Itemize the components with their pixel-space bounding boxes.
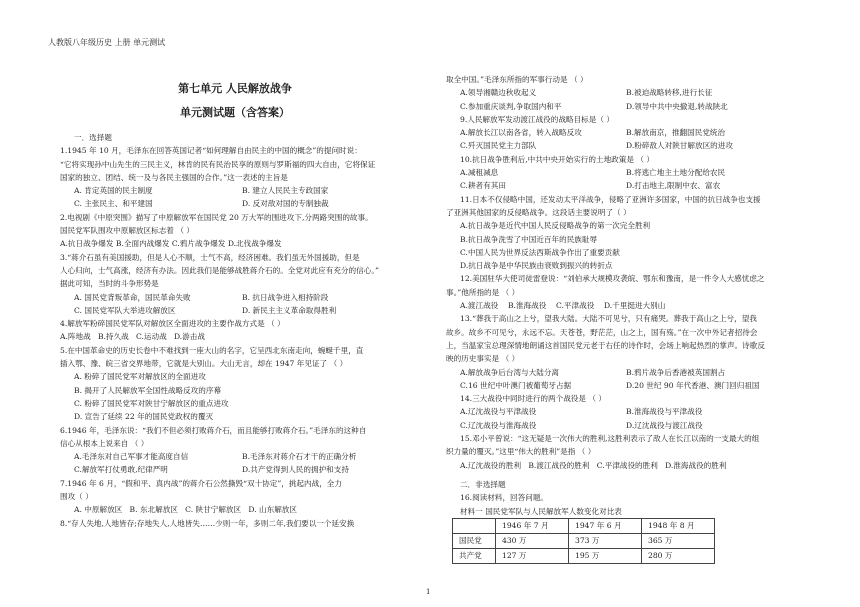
table-header-cell xyxy=(453,518,496,533)
option-a: A.减租减息 xyxy=(460,168,499,178)
option-a: A.辽沈战役与平津战役 xyxy=(460,407,537,417)
q9-line: 9.人民解放军发动渡江战役的战略目标是（ ） xyxy=(460,114,614,124)
question-3 xyxy=(60,251,410,317)
unit-title: 第七单元 人民解放战争 xyxy=(178,82,292,95)
option-b: B.抗日战争洗雪了中国近百年的民族耻辱 xyxy=(460,234,598,244)
option-a: A. 粉碎了国民党军对解放区的全面进攻 xyxy=(74,372,206,382)
q3-line: 3.“蒋介石虽有美国援助，但是人心不顺，士气不高，经济困难。我们虽无外国援助，但是 xyxy=(60,252,360,262)
table-cell: 430 万 xyxy=(496,533,569,548)
table-cell: 共产党 xyxy=(453,548,496,563)
option-c: C. 主张民主、和平建国 xyxy=(74,199,153,209)
q12-line: 事。”他所指的是 （ ） xyxy=(446,287,520,297)
option-d: D.共产党得到人民的拥护和支持 xyxy=(242,465,349,475)
q3-line: 据此可知，当时的斗争形势是 xyxy=(60,279,159,289)
question-5 xyxy=(60,344,410,424)
table-header-row xyxy=(453,518,715,533)
table-header-cell: 1947 年 6 月 xyxy=(569,518,642,533)
option-a: A.解放战争后台湾与大陆分离 xyxy=(460,367,560,377)
option-b: B.解放南京，推翻国民党统治 xyxy=(626,128,726,138)
q12-line: 12.美国驻华大使司徒雷登说：“刘伯承大规模攻袭皖、鄂东和豫南，是一件令人大感忧虑之 xyxy=(460,274,765,284)
q8-line: 8.“存人失地,人地皆存;存地失人,人地皆失……少则一年，多则二年,我们要以一个延安换 xyxy=(60,518,355,528)
q14-line: 14.三大战役中同时进行的两个战役是 （ ） xyxy=(460,394,606,404)
question-8-cont xyxy=(446,73,792,113)
q11-line: 了亚洲其他国家的反侵略战争。这段话主要说明了（ ） xyxy=(446,207,631,217)
option-c: C. 国民党军队大举进攻解放区 xyxy=(74,305,176,315)
section-heading-non-choice: 二．非选择题 xyxy=(460,479,506,489)
q6-line: 6.1946 年，毛泽东说：“我们不但必须打败蒋介石，而且能够打败蒋介石。”毛泽东的这种自 xyxy=(60,425,367,435)
table-header-cell: 1946 年 7 月 xyxy=(496,518,569,533)
q2-line: 国民党军队围攻中原解放区标志着 （ ） xyxy=(60,226,194,236)
table-cell: 127 万 xyxy=(496,548,569,563)
option-a: A.抗日战争是近代中国人民反侵略战争的第一次完全胜利 xyxy=(460,221,651,231)
question-6 xyxy=(60,424,410,477)
option-c: C. 粉碎了国民党军对陕甘宁解放区的重点进攻 xyxy=(74,398,229,408)
option-d: D.游击战 xyxy=(173,332,205,342)
option-c: C. 陕甘宁解放区 xyxy=(185,505,242,515)
q7-line: 7.1946 年 6 月，“假和平、真内战”的蒋介石公然撕毁“双十协定”，挑起内战，全力 xyxy=(60,478,342,488)
q16-material: 材料一 国民党军队与人民解放军人数变化对比表 xyxy=(460,506,622,516)
section-heading-choice: 一．选择题 xyxy=(74,133,112,142)
option-b: B.毛泽东对蒋介石才干的正确分析 xyxy=(242,452,357,462)
option-d: D.打击地主,限制中农、富农 xyxy=(626,181,721,191)
left-column xyxy=(60,73,410,530)
table-cell: 国民党 xyxy=(453,533,496,548)
option-a: A. 中原解放区 xyxy=(74,505,123,515)
table-cell: 365 万 xyxy=(642,533,715,548)
question-2 xyxy=(60,211,410,251)
option-c: C.歼灭国民党主力部队 xyxy=(460,141,537,151)
right-column xyxy=(446,73,792,564)
q6-line: 信心从根本上说来自 （ ） xyxy=(60,438,149,448)
option-d: D.领导中共中央撤退,转战陕北 xyxy=(626,101,728,111)
option-c: C.中国人民为世界反法西斯战争作出了重要贡献 xyxy=(460,247,620,257)
option-b: B.被迫战略转移,进行长征 xyxy=(626,88,713,98)
option-a: A. 国民党背叛革命，国民革命失败 xyxy=(74,292,191,302)
question-10 xyxy=(446,153,792,193)
q15-line: 织力量的覆灭。”这里“伟大的胜利”是指 （ ） xyxy=(446,447,596,457)
q11-line: 11.日本不仅侵略中国，还发动太平洋战争，侵略了亚洲许多国家，中国的抗日战争也支援 xyxy=(460,194,761,204)
question-14 xyxy=(446,392,792,432)
q3-line: 人心归向，士气高涨，经济有办法。因此我们是能够战胜蒋介石的。全党对此应有充分的信心。” xyxy=(60,265,380,275)
q2-line: 2.电视剧《中原突围》描写了中原解放军在国民党 20 万大军的围进攻下,分两路突围的故事。 xyxy=(60,212,373,222)
q15-line: 15.邓小平曾说：“这无疑是一次伟大的胜利,这胜利表示了敌人在长江以南的一支最大的组 xyxy=(460,434,760,444)
option-b: B.持久战 xyxy=(97,332,129,342)
question-7 xyxy=(60,477,410,517)
option-b: B.将逃亡地主土地分配给农民 xyxy=(626,168,726,178)
question-12 xyxy=(446,272,792,312)
option-d: D. 山东解放区 xyxy=(248,505,297,515)
option-b: B. 东北解放区 xyxy=(129,505,178,515)
question-13 xyxy=(446,312,792,392)
option-b: B.淮海战役与平津战役 xyxy=(626,407,703,417)
q8-line: 取全中国。”毛泽东所指的军事行动是 （ ） xyxy=(446,75,588,84)
question-9 xyxy=(446,113,792,153)
question-4 xyxy=(60,317,410,344)
question-1 xyxy=(60,144,410,210)
table-row xyxy=(453,548,715,563)
option-a: A. 肯定英国的民主制度 xyxy=(74,186,153,196)
q13-line: 故乡。故乡不可见兮，永远不忘。天苍苍，野茫茫，山之上，国有殇。”在一次中外记者招待会 xyxy=(446,327,758,337)
option-a: A.辽沈战役的胜利 xyxy=(460,460,522,470)
option-d: D.20 世纪 90 年代香港、澳门回归祖国 xyxy=(626,380,760,390)
option-a: A.解放长江以南各省，转入战略反攻 xyxy=(460,128,582,138)
option-c: C.平津战役的胜利 xyxy=(596,460,658,470)
option-b: B. 揭开了人民解放军全国性战略反攻的序幕 xyxy=(74,385,222,395)
option-d: D.辽沈战役与渡江战役 xyxy=(626,420,703,430)
option-d: D.抗日战争是中华民族由衰败到振兴的转折点 xyxy=(460,261,613,271)
q16-intro: 16.阅读材料，回答问题。 xyxy=(460,493,549,503)
q5-line: 插入鄂、豫、皖三省交界地带，它就是大别山。大山无言，却在 1947 年见证了 （ ） xyxy=(60,359,348,369)
option-c: C.辽沈战役与淮海战役 xyxy=(460,420,537,430)
option-b: B.淮海战役 xyxy=(507,301,547,311)
option-b: B. 抗日战争进入相持阶段 xyxy=(242,292,329,302)
option-c: C.鸦片战争爆发 xyxy=(171,239,226,249)
table-row xyxy=(453,533,715,548)
option-b: B.渡江战役的胜利 xyxy=(528,460,590,470)
option-c: C.运动战 xyxy=(135,332,167,342)
option-d: D.千里挺进大别山 xyxy=(603,301,666,311)
question-15 xyxy=(446,432,792,472)
q13-line: 上，当温家宝总理深情地朗诵这首国民党元老于右任的诗作时，会场上响起热烈的掌声。诗歌反 xyxy=(446,340,765,350)
option-a: A.领导湘赣边秋收起义 xyxy=(460,88,537,98)
option-c: C.16 世纪中叶澳门被葡萄牙占据 xyxy=(460,380,572,390)
page-header: 人教版八年级历史 上册 单元测试 xyxy=(48,38,166,47)
option-d: D. 宣告了延续 22 年的国民党政权的覆灭 xyxy=(74,412,214,422)
question-11 xyxy=(446,193,792,273)
q13-line: 13.“葬我于高山之上兮，望我大陆。大陆不可见兮，只有痛哭。葬我于高山之上兮，望我 xyxy=(460,314,757,324)
q10-line: 10.抗日战争胜利后,中共中央开始实行的土地政策是 （ ） xyxy=(460,154,654,164)
question-8-start xyxy=(60,517,410,530)
table-header-cell: 1948 年 8 月 xyxy=(642,518,715,533)
troop-comparison-table xyxy=(452,518,715,564)
option-d: D.粉碎敌人对陕甘解放区的进攻 xyxy=(626,141,733,151)
option-d: D. 反对敌对国的专制独裁 xyxy=(242,199,329,209)
q4-line: 4.解放军粉碎国民党军队对解放区全面进攻的主要作战方式是 （ ） xyxy=(60,319,285,329)
table-cell: 195 万 xyxy=(569,548,642,563)
option-b: B.全面内战爆发 xyxy=(115,239,170,249)
q1-line: 1.1945 年 10 月，毛泽东在回答英国记者“如何理解自由民主的中国的概念”的提问时说： xyxy=(60,146,362,156)
table-cell: 373 万 xyxy=(569,533,642,548)
option-b: B.鸦片战争后香港被英国割占 xyxy=(626,367,726,377)
q5-line: 5.在中国革命史的历史长卷中不难找到一座大山的名字，它呈西北东南走向，蜿蜒千里，直 xyxy=(60,345,364,355)
q1-line: “它将实现孙中山先生的三民主义，林肯的民有民治民享的原则与罗斯福的四大自由，它将保证 xyxy=(60,159,376,169)
option-a: A.渡江战役 xyxy=(460,301,499,311)
q13-line: 映的历史事实是 （ ） xyxy=(446,354,520,364)
option-a: A.抗日战争爆发 xyxy=(60,239,114,249)
option-b: B. 建立人民民主专政国家 xyxy=(242,186,329,196)
q7-line: 围攻（ ） xyxy=(60,492,93,502)
option-d: D. 新民主主义革命取得胜利 xyxy=(242,305,337,315)
option-d: D.淮海战役的胜利 xyxy=(665,460,727,470)
test-title: 单元测试题（含答案） xyxy=(180,106,290,119)
option-c: C.平津战役 xyxy=(555,301,595,311)
option-d: D.北伐战争爆发 xyxy=(227,239,282,249)
option-c: C.解放军打仗勇敢,纪律严明 xyxy=(74,465,168,475)
option-a: A.阵地战 xyxy=(60,332,91,342)
option-c: C.参加重庆谈判,争取国内和平 xyxy=(460,101,562,111)
table-cell: 280 万 xyxy=(642,548,715,563)
option-a: A.毛泽东对自己军事才能高度自信 xyxy=(74,452,189,462)
option-c: C.耕者有其田 xyxy=(460,181,506,191)
q1-line: 国家的独立、团结、统一及与各民主强国的合作。”这一表述的主旨是 xyxy=(60,172,288,182)
page-number: 1 xyxy=(426,588,431,596)
